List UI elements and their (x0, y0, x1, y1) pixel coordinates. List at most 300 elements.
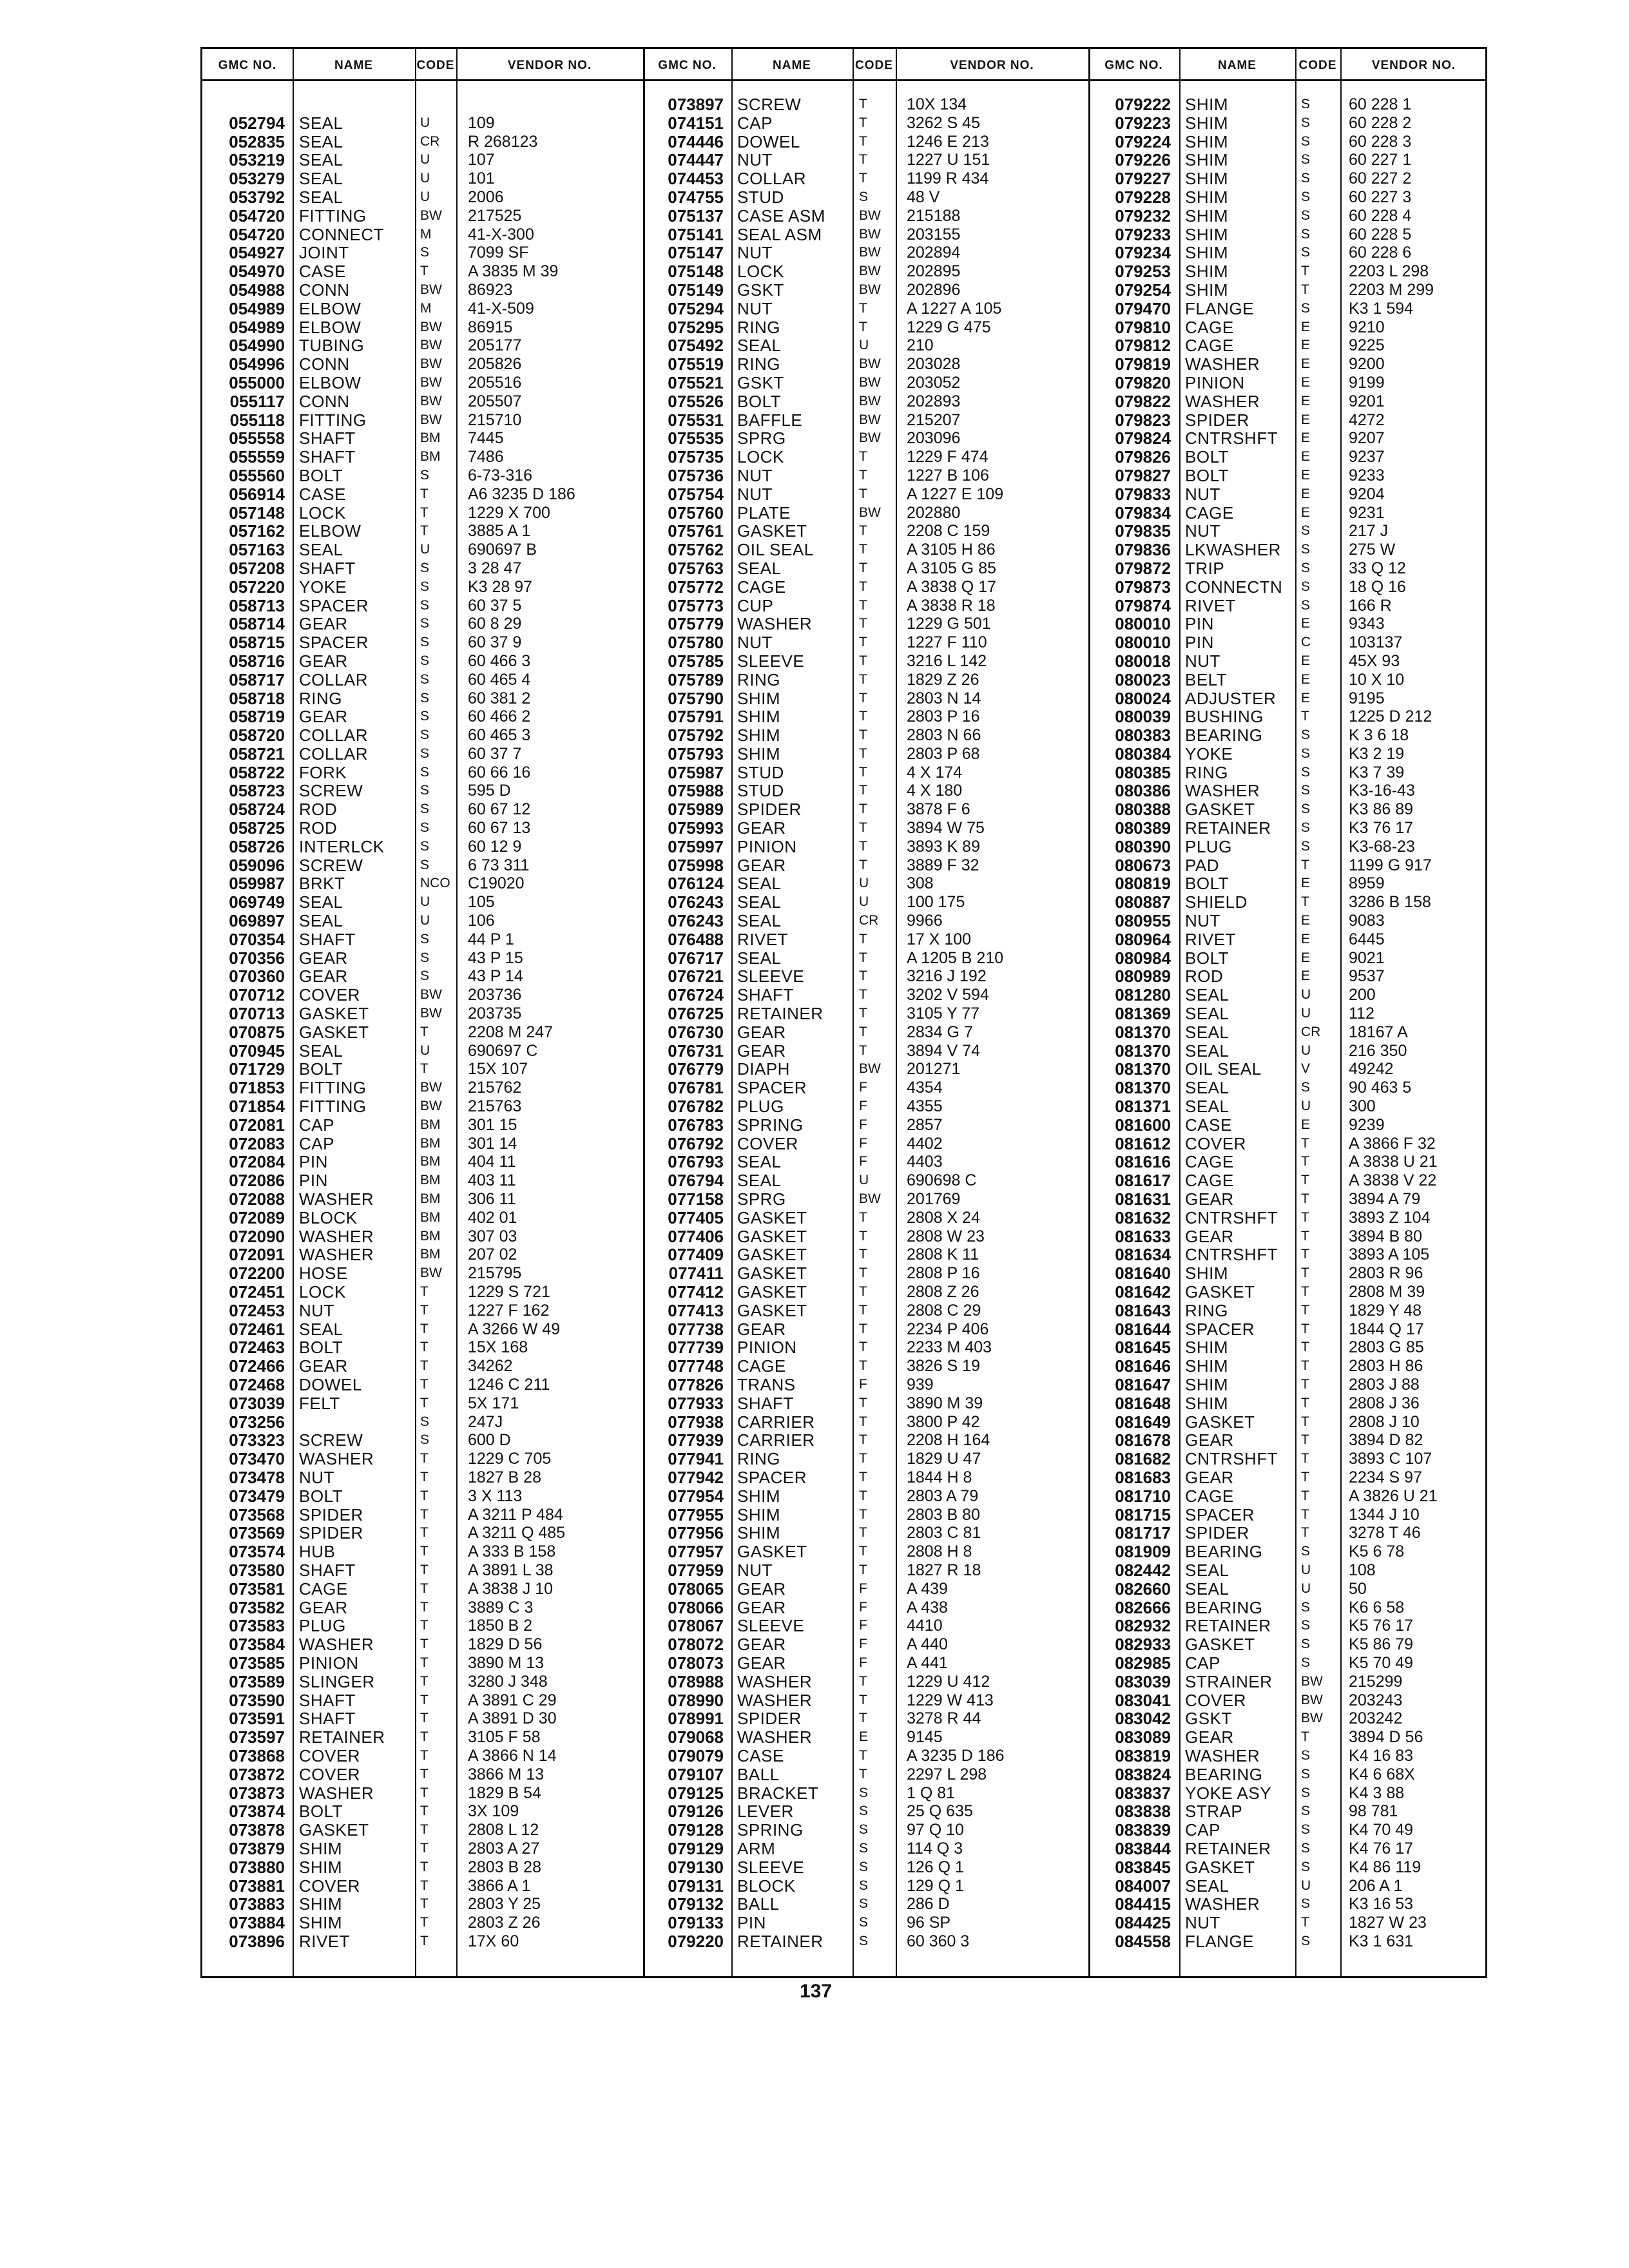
vendor-code: CR (859, 913, 879, 928)
part-name: NUT (737, 633, 773, 653)
part-name: NUT (1185, 1913, 1220, 1933)
gmc-number: 075780 (668, 633, 724, 653)
vendor-number: 2808 K 11 (907, 1245, 979, 1264)
gmc-number: 054988 (229, 280, 285, 300)
vendor-number: 2803 G 85 (1349, 1338, 1424, 1357)
vendor-number: 203028 (907, 355, 961, 374)
table-row (1088, 169, 1487, 188)
part-name: CNTRSHFT (1185, 428, 1278, 448)
table-row (1088, 1394, 1487, 1413)
part-name: BOLT (299, 465, 343, 485)
vendor-code: S (1301, 115, 1311, 130)
part-name: NUT (299, 1300, 334, 1320)
part-name: CASE (299, 484, 346, 504)
gmc-number: 052794 (229, 113, 285, 133)
gmc-number: 076725 (668, 1004, 724, 1024)
part-name: COVER (1185, 1133, 1246, 1153)
gmc-number: 079227 (1115, 169, 1171, 189)
part-name: COLLAR (299, 744, 369, 764)
table-row (643, 1376, 1088, 1394)
table-row (202, 782, 643, 800)
vendor-code: E (1301, 968, 1311, 984)
vendor-number: 1229 W 413 (907, 1691, 994, 1709)
part-name: BOLT (1185, 948, 1229, 968)
vendor-code: T (859, 133, 867, 149)
part-name: NUT (737, 465, 773, 485)
part-name: PIN (299, 1152, 328, 1172)
vendor-code: S (1301, 560, 1311, 575)
vendor-code: T (420, 1562, 429, 1577)
vendor-code: T (859, 171, 867, 186)
vendor-number: 60 228 3 (1349, 132, 1412, 151)
part-name: CAP (299, 1133, 334, 1153)
table-row (1088, 374, 1487, 392)
table-row (1088, 1895, 1487, 1914)
vendor-code: T (420, 1506, 429, 1522)
header-code: CODE (1298, 59, 1337, 72)
vendor-number: 7099 SF (468, 244, 529, 262)
part-name: ELBOW (299, 372, 361, 392)
gmc-number: 072468 (229, 1374, 285, 1394)
gmc-number: 076724 (668, 985, 724, 1005)
vendor-number: 2803 H 86 (1349, 1357, 1423, 1376)
vendor-code: T (859, 597, 867, 613)
vendor-number: 114 Q 3 (907, 1839, 963, 1858)
part-name: WASHER (737, 1690, 813, 1710)
vendor-code: E (1301, 319, 1311, 334)
gmc-number: 075987 (668, 762, 724, 782)
gmc-number: 081710 (1115, 1486, 1171, 1506)
gmc-number: 083837 (1115, 1783, 1171, 1803)
part-name: SHIM (1185, 113, 1228, 133)
part-name: RETAINER (1185, 818, 1271, 838)
vendor-number: 49242 (1349, 1060, 1394, 1079)
vendor-code: T (1301, 1395, 1309, 1410)
part-name: COVER (299, 1764, 360, 1784)
gmc-number: 055000 (229, 372, 285, 392)
table-row (1088, 671, 1487, 689)
gmc-number: 075997 (668, 836, 724, 856)
gmc-number: 073589 (229, 1671, 285, 1691)
gmc-number: 077413 (668, 1300, 724, 1320)
table-row (202, 1932, 643, 1951)
vendor-code: S (420, 802, 430, 817)
gmc-number: 079824 (1115, 428, 1171, 448)
vendor-number: 3894 B 80 (1349, 1227, 1422, 1245)
vendor-code: T (420, 1803, 429, 1819)
table-row (202, 1171, 643, 1190)
table-row (1088, 448, 1487, 466)
vendor-code: T (420, 1747, 429, 1763)
gmc-number: 080383 (1115, 726, 1171, 745)
part-name: SHAFT (299, 1560, 356, 1580)
table-row (202, 1561, 643, 1580)
table-row (202, 986, 643, 1004)
vendor-number: 60 67 13 (468, 819, 531, 838)
part-name: SPACER (1185, 1504, 1255, 1524)
part-name: RIVET (737, 929, 789, 949)
vendor-code: T (420, 1321, 429, 1336)
gmc-number: 079224 (1115, 131, 1171, 151)
table-row (643, 1821, 1088, 1840)
part-name: SHIM (1185, 243, 1228, 263)
vendor-number: 203243 (1349, 1691, 1403, 1709)
vendor-number: 3894 V 74 (907, 1041, 980, 1060)
table-row (1088, 522, 1487, 541)
vendor-code: T (859, 97, 867, 111)
part-name: COVER (299, 1876, 360, 1896)
gmc-number: 072463 (229, 1338, 285, 1358)
table-row (643, 949, 1088, 968)
vendor-number: 2803 Z 26 (468, 1914, 541, 1932)
vendor-number: 109 (468, 113, 495, 132)
gmc-number: 053219 (229, 150, 285, 170)
part-name: CONNECTN (1185, 577, 1283, 597)
table-row (1088, 819, 1487, 838)
vendor-code: T (420, 1340, 429, 1355)
vendor-number: 202896 (907, 280, 961, 299)
vendor-number: 9200 (1349, 355, 1385, 374)
gmc-number: 070713 (229, 1004, 285, 1024)
vendor-number: 60 228 4 (1349, 206, 1412, 225)
gmc-number: 073591 (229, 1709, 285, 1729)
part-name: CAGE (1185, 503, 1234, 523)
part-name: SPACER (299, 633, 369, 653)
vendor-code: U (420, 1043, 430, 1058)
page-number: 137 (799, 1981, 833, 2002)
table-row (643, 597, 1088, 615)
gmc-number: 058718 (229, 688, 285, 708)
vendor-code: T (1301, 1915, 1309, 1930)
table-row (643, 1320, 1088, 1339)
table-row (1088, 429, 1487, 448)
vendor-code: T (420, 264, 429, 279)
part-name: BOLT (299, 1059, 343, 1079)
gmc-number: 075535 (668, 428, 724, 448)
table-row (202, 745, 643, 764)
part-name: CARRIER (737, 1430, 815, 1450)
vendor-number: 247J (468, 1412, 503, 1431)
part-name: SHIM (737, 707, 780, 727)
vendor-number: 3893 A 105 (1349, 1245, 1430, 1264)
gmc-number: 075295 (668, 317, 724, 337)
gmc-number: 055558 (229, 428, 285, 448)
gmc-number: 054989 (229, 317, 285, 337)
gmc-number: 054989 (229, 298, 285, 318)
vendor-number: 60 227 3 (1349, 187, 1412, 206)
gmc-number: 058719 (229, 707, 285, 727)
vendor-number: 216 350 (1349, 1041, 1407, 1060)
table-row (1088, 541, 1487, 559)
vendor-code: S (1301, 783, 1311, 798)
vendor-number: 108 (1349, 1561, 1376, 1579)
vendor-code: S (859, 1859, 869, 1874)
vendor-code: S (859, 1840, 869, 1856)
vendor-number: 90 463 5 (1349, 1079, 1412, 1097)
table-row (643, 764, 1088, 782)
vendor-number: 9231 (1349, 503, 1385, 522)
table-row (202, 300, 643, 318)
part-name: NUT (1185, 484, 1220, 504)
gmc-number: 075761 (668, 521, 724, 541)
part-name: SPACER (299, 595, 369, 615)
table-row (202, 1542, 643, 1561)
part-name: SHAFT (299, 1709, 356, 1729)
table-row (1088, 726, 1487, 745)
part-name: NUT (737, 150, 773, 170)
vendor-code: T (859, 783, 867, 798)
vendor-number: 60 37 5 (468, 596, 522, 615)
vendor-code: T (420, 1525, 429, 1541)
vendor-number: 3800 P 42 (907, 1412, 980, 1431)
part-name: GASKET (299, 1820, 369, 1840)
vendor-number: 2808 Z 26 (907, 1283, 979, 1301)
gmc-number: 077933 (668, 1393, 724, 1413)
gmc-number: 054720 (229, 206, 285, 226)
vendor-code: T (859, 1284, 867, 1299)
vendor-number: 217 J (1349, 522, 1389, 541)
vendor-number: 50 (1349, 1579, 1367, 1598)
table-row (643, 1561, 1088, 1580)
part-name: SEAL (737, 558, 782, 578)
gmc-number: 082660 (1115, 1579, 1171, 1599)
header-gmc-no: GMC NO. (658, 59, 717, 72)
gmc-number: 078990 (668, 1690, 724, 1710)
gmc-number: 081717 (1115, 1523, 1171, 1543)
gmc-number: 055559 (229, 447, 285, 467)
gmc-number: 073874 (229, 1802, 285, 1821)
table-row (202, 411, 643, 430)
gmc-number: 083039 (1115, 1671, 1171, 1691)
vendor-code: T (420, 1284, 429, 1299)
vendor-code: BW (859, 374, 881, 390)
part-name: FELT (299, 1393, 340, 1413)
vendor-number: 201769 (907, 1190, 961, 1209)
gmc-number: 058720 (229, 726, 285, 745)
vendor-code: BW (420, 1265, 442, 1281)
table-row (202, 1135, 643, 1153)
table-row (643, 1153, 1088, 1171)
vendor-code: T (859, 467, 867, 483)
gmc-number: 081647 (1115, 1374, 1171, 1394)
vendor-code: BW (859, 393, 881, 408)
vendor-number: A 3826 U 21 (1349, 1486, 1438, 1505)
table-row (202, 1338, 643, 1357)
part-name: RING (299, 688, 342, 708)
part-name: NUT (1185, 911, 1220, 931)
vendor-number: 3216 J 192 (907, 967, 987, 986)
gmc-number: 072200 (229, 1264, 285, 1283)
vendor-number: 60 360 3 (907, 1932, 970, 1950)
vendor-number: A 3835 M 39 (468, 262, 559, 281)
table-row (202, 318, 643, 337)
vendor-code: V (1301, 1061, 1311, 1077)
gmc-number: 079874 (1115, 595, 1171, 615)
vendor-number: 3889 C 3 (468, 1598, 534, 1617)
vendor-number: 18167 A (1349, 1023, 1408, 1041)
vendor-number: K3 76 17 (1349, 819, 1414, 838)
part-name: RETAINER (737, 1931, 824, 1951)
gmc-number: 080389 (1115, 818, 1171, 838)
table-row (643, 504, 1088, 523)
vendor-code: T (859, 1321, 867, 1336)
vendor-number: 9145 (907, 1728, 943, 1747)
vendor-number: 205826 (468, 355, 522, 374)
part-name: CAGE (1185, 336, 1234, 356)
gmc-number: 070875 (229, 1022, 285, 1042)
part-name: SPRING (737, 1115, 804, 1135)
vendor-code: F (859, 1376, 867, 1392)
gmc-number: 078988 (668, 1671, 724, 1691)
part-name: BELT (1185, 669, 1228, 689)
vendor-number: A 3235 D 186 (907, 1746, 1005, 1765)
vendor-code: E (859, 1729, 869, 1745)
gmc-number: 081642 (1115, 1282, 1171, 1302)
vendor-code: BW (859, 245, 881, 260)
gmc-number: 073897 (668, 95, 724, 114)
vendor-code: E (1301, 690, 1311, 706)
part-name: GEAR (1185, 1467, 1234, 1487)
table-row (202, 689, 643, 708)
table-row (1088, 466, 1487, 485)
table-row (643, 207, 1088, 226)
table-row (643, 169, 1088, 188)
gmc-number: 058724 (229, 800, 285, 820)
table-row (643, 652, 1088, 671)
part-name: SHIM (1185, 169, 1228, 189)
vendor-number: 4402 (907, 1134, 943, 1153)
part-name: SEAL (299, 169, 343, 189)
vendor-number: 1827 W 23 (1349, 1914, 1427, 1932)
vendor-number: 7445 (468, 429, 504, 448)
table-row (643, 1079, 1088, 1097)
table-row (643, 1617, 1088, 1635)
part-name: GEAR (1185, 1226, 1234, 1246)
part-name: LOCK (737, 447, 784, 467)
part-name: CARRIER (737, 1412, 815, 1432)
table-row (643, 262, 1088, 281)
gmc-number: 079873 (1115, 577, 1171, 597)
table-row (202, 912, 643, 930)
table-row (202, 1914, 643, 1932)
vendor-code: U (1301, 1006, 1311, 1021)
table-row (202, 1245, 643, 1264)
part-name: LOCK (737, 262, 784, 282)
vendor-number: 9210 (1349, 318, 1385, 336)
vendor-number: 215207 (907, 410, 961, 429)
vendor-number: 41-X-300 (468, 225, 534, 244)
vendor-number: 60 228 6 (1349, 244, 1412, 262)
vendor-code: S (420, 950, 430, 965)
table-row (643, 1784, 1088, 1803)
table-row (1088, 874, 1487, 893)
part-name: BOLT (299, 1338, 343, 1358)
part-name: SEAL (299, 131, 343, 151)
vendor-code: U (420, 152, 430, 168)
part-name: RING (737, 1449, 780, 1469)
part-name: BRACKET (737, 1783, 819, 1803)
table-row (1088, 707, 1487, 726)
table-row (1088, 188, 1487, 207)
vendor-code: S (1301, 226, 1311, 242)
gmc-number: 073323 (229, 1430, 285, 1450)
vendor-code: S (1301, 1785, 1311, 1800)
table-row (1088, 95, 1487, 114)
part-name: SHIM (1185, 1393, 1228, 1413)
part-name: RIVET (1185, 595, 1237, 615)
gmc-number: 075294 (668, 298, 724, 318)
table-row (202, 800, 643, 819)
table-row (643, 336, 1088, 355)
gmc-number: 056914 (229, 484, 285, 504)
vendor-code: T (420, 486, 429, 501)
vendor-code: T (859, 1432, 867, 1448)
table-row (202, 1747, 643, 1765)
table-row (1088, 1116, 1487, 1135)
gmc-number: 058715 (229, 633, 285, 653)
part-name: SHAFT (299, 447, 356, 467)
part-name: SLINGER (299, 1671, 375, 1691)
vendor-code: F (859, 1135, 867, 1151)
gmc-number: 077959 (668, 1560, 724, 1580)
gmc-number: 081633 (1115, 1226, 1171, 1246)
vendor-number: 97 Q 10 (907, 1821, 964, 1840)
vendor-code: T (859, 616, 867, 631)
vendor-number: A 1205 B 210 (907, 948, 1004, 967)
part-name: SHIM (737, 744, 780, 764)
vendor-number: 3890 M 39 (907, 1394, 983, 1412)
table-row (1088, 893, 1487, 912)
vendor-code: U (420, 913, 430, 928)
vendor-code: T (1301, 1506, 1309, 1522)
part-name: SHIM (737, 1504, 780, 1524)
vendor-code: E (1301, 653, 1311, 668)
table-row (1088, 1135, 1487, 1153)
vendor-number: K5 6 78 (1349, 1542, 1405, 1561)
vendor-code: S (420, 764, 430, 780)
vendor-number: 1844 H 8 (907, 1468, 972, 1486)
part-name: GEAR (737, 855, 786, 875)
gmc-number: 077938 (668, 1412, 724, 1432)
part-name: DOWEL (299, 1374, 362, 1394)
part-name: WASHER (299, 1635, 374, 1655)
vendor-code: S (420, 467, 430, 483)
gmc-number: 079128 (668, 1820, 724, 1840)
vendor-number: 9537 (1349, 967, 1385, 986)
vendor-code: T (859, 968, 867, 984)
vendor-number: 2808 J 10 (1349, 1412, 1420, 1431)
gmc-number: 077941 (668, 1449, 724, 1469)
part-name: TRIP (1185, 558, 1225, 578)
table-row (643, 1042, 1088, 1061)
table-row (1088, 1302, 1487, 1320)
vendor-number: 3 28 47 (468, 559, 522, 577)
vendor-number: 60 466 3 (468, 651, 531, 670)
vendor-code: T (859, 653, 867, 668)
gmc-number: 079129 (668, 1838, 724, 1858)
table-row (202, 429, 643, 448)
vendor-number: 215710 (468, 410, 522, 429)
gmc-number: 053792 (229, 187, 285, 207)
part-name: BEARING (1185, 726, 1263, 745)
vendor-number: 2808 W 23 (907, 1227, 985, 1245)
vendor-number: 60 67 12 (468, 800, 531, 819)
part-name: SHIELD (1185, 892, 1248, 912)
table-row (643, 967, 1088, 986)
vendor-code: BM (420, 1228, 441, 1244)
table-row (202, 1302, 643, 1320)
gmc-number: 073597 (229, 1727, 285, 1747)
